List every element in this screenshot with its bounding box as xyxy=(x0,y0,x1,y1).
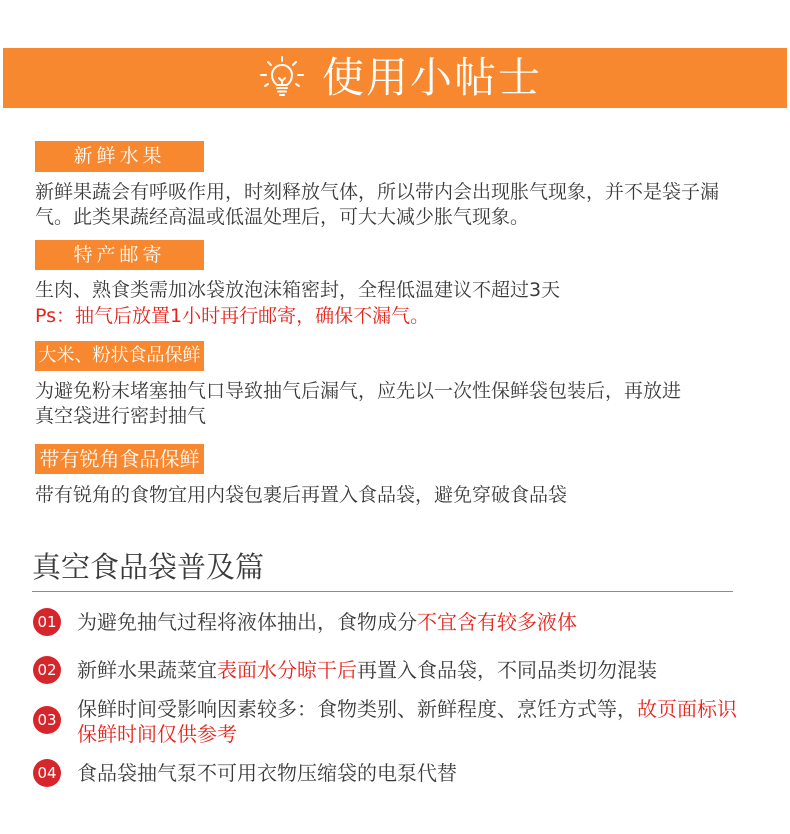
tip-label-fresh-fruit: 新鲜水果 xyxy=(35,141,204,172)
faq-item-02 xyxy=(33,656,743,684)
tips-banner xyxy=(3,48,787,108)
tip-text-rice-powder xyxy=(35,379,681,429)
faq-item-text xyxy=(77,658,657,683)
faq-text-highlight: 故页面标识 xyxy=(637,696,737,721)
faq-text-highlight: 保鲜时间仅供参考 xyxy=(77,721,237,746)
faq-divider xyxy=(32,591,733,592)
faq-title: 真空食品袋普及篇 xyxy=(32,550,265,584)
tip-label-sharp-food: 带有锐角食品保鲜 xyxy=(35,444,204,474)
faq-text-normal: 食品袋抽气泵不可用衣物压缩袋的电泵代替 xyxy=(77,760,457,785)
tip-line: 带有锐角的食物宜用内袋包裹后再置入食品袋，避免穿破食品袋 xyxy=(35,484,568,506)
faq-text-normal: 为避免抽气过程将液体抽出，食物成分 xyxy=(77,609,417,634)
tip-label-specialty-mail: 特产邮寄 xyxy=(35,240,204,270)
tip-text-sharp-food xyxy=(35,483,567,508)
faq-item-text xyxy=(77,610,577,635)
number-badge: 01 xyxy=(33,608,61,636)
number-badge: 03 xyxy=(33,706,61,734)
tip-line: 为避免粉末堵塞抽气口导致抽气后漏气，应先以一次性保鲜袋包装后，再放进 xyxy=(35,380,682,402)
faq-text-normal: 新鲜水果蔬菜宜 xyxy=(77,657,217,682)
tip-label-rice-powder: 大米、粉状食品保鲜 xyxy=(35,341,204,371)
faq-text-highlight: 不宜含有较多液体 xyxy=(417,609,577,634)
faq-item-text xyxy=(77,697,737,747)
faq-item-04 xyxy=(33,759,743,787)
banner-title: 使用小帖士 xyxy=(322,53,543,102)
faq-text-normal: 保鲜时间受影响因素较多：食物类别、新鲜程度、烹饪方式等， xyxy=(77,696,637,721)
faq-text-normal: 再置入食品袋，不同品类切勿混装 xyxy=(357,657,657,682)
tip-note: Ps：抽气后放置1小时再行邮寄，确保不漏气。 xyxy=(35,305,430,327)
faq-item-03 xyxy=(33,696,743,746)
faq-item-text xyxy=(77,761,457,786)
number-badge: 02 xyxy=(33,656,61,684)
tip-line: 生肉、熟食类需加冰袋放泡沫箱密封，全程低温建议不超过3天 xyxy=(35,279,561,301)
tip-text-fresh-fruit xyxy=(35,180,719,230)
faq-item-01 xyxy=(33,608,743,636)
number-badge: 04 xyxy=(33,759,61,787)
tip-line: 气。此类果蔬经高温或低温处理后，可大大减少胀气现象。 xyxy=(35,206,530,228)
tip-line: 新鲜果蔬会有呼吸作用，时刻释放气体，所以带内会出现胀气现象，并不是袋子漏 xyxy=(35,181,720,203)
tip-text-specialty-mail xyxy=(35,277,560,329)
faq-text-highlight: 表面水分晾干后 xyxy=(217,657,357,682)
tip-line: 真空袋进行密封抽气 xyxy=(35,405,207,427)
lightbulb-icon xyxy=(258,54,306,102)
